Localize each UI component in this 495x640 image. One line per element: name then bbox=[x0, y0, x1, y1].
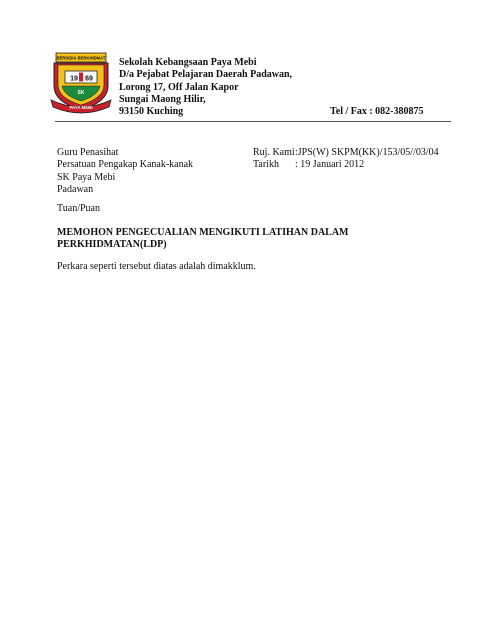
tarikh-value: : 19 Januari 2012 bbox=[295, 159, 365, 171]
subject-line-2: PERKHIDMATAN(LDP) bbox=[57, 239, 167, 251]
reference-row bbox=[253, 147, 439, 159]
crest-banner-text: BERSIDIA BERKHIDMAT bbox=[56, 55, 106, 61]
subject-line-1: MEMOHON PENGECUALIAN MENGIKUTI LATIHAN DALAM bbox=[57, 227, 349, 238]
crest-initials: SK bbox=[77, 90, 85, 96]
addressee-line-2: Persatuan Pengakap Kanak-kanak bbox=[57, 159, 194, 171]
letterhead-line-2: D/a Pejabat Pelajaran Daerah Padawan, bbox=[119, 69, 293, 81]
letterhead-line-5: 93150 Kuching bbox=[119, 106, 184, 118]
tel-fax: Tel / Fax : 082-380875 bbox=[330, 106, 424, 117]
crest-ribbon-text: PAYA MEBI bbox=[69, 105, 93, 110]
school-crest-logo bbox=[50, 50, 112, 114]
letterhead-address bbox=[119, 57, 292, 118]
addressee-line-4: Padawan bbox=[57, 183, 94, 195]
addressee-line-1: Guru Penasihat bbox=[57, 147, 119, 158]
reference-block bbox=[253, 147, 439, 172]
subject-heading bbox=[57, 227, 387, 252]
letterhead-line-4: Sungai Maong Hilir, bbox=[119, 93, 206, 105]
ruj-label: Ruj. Kami bbox=[253, 147, 295, 158]
crest-year-left: 19 bbox=[70, 75, 78, 83]
school-name: Sekolah Kebangsaan Paya Mebi bbox=[119, 57, 257, 68]
salutation: Tuan/Puan bbox=[57, 203, 100, 214]
date-row bbox=[253, 159, 439, 171]
letterhead-line-3: Lorong 17, Off Jalan Kapor bbox=[119, 81, 239, 93]
addressee-block bbox=[57, 147, 193, 196]
crest-year-right: 69 bbox=[85, 75, 93, 83]
letterhead-divider bbox=[55, 121, 451, 122]
tarikh-label: Tarikh bbox=[253, 159, 279, 171]
addressee-line-3: SK Paya Mebi bbox=[57, 171, 116, 183]
body-paragraph: Perkara seperti tersebut diatas adalah dimakklum. bbox=[57, 261, 256, 272]
school-crest-icon bbox=[50, 50, 112, 114]
ruj-value: :JPS(W) SKPM(KK)/153/05//03/04 bbox=[295, 147, 439, 158]
